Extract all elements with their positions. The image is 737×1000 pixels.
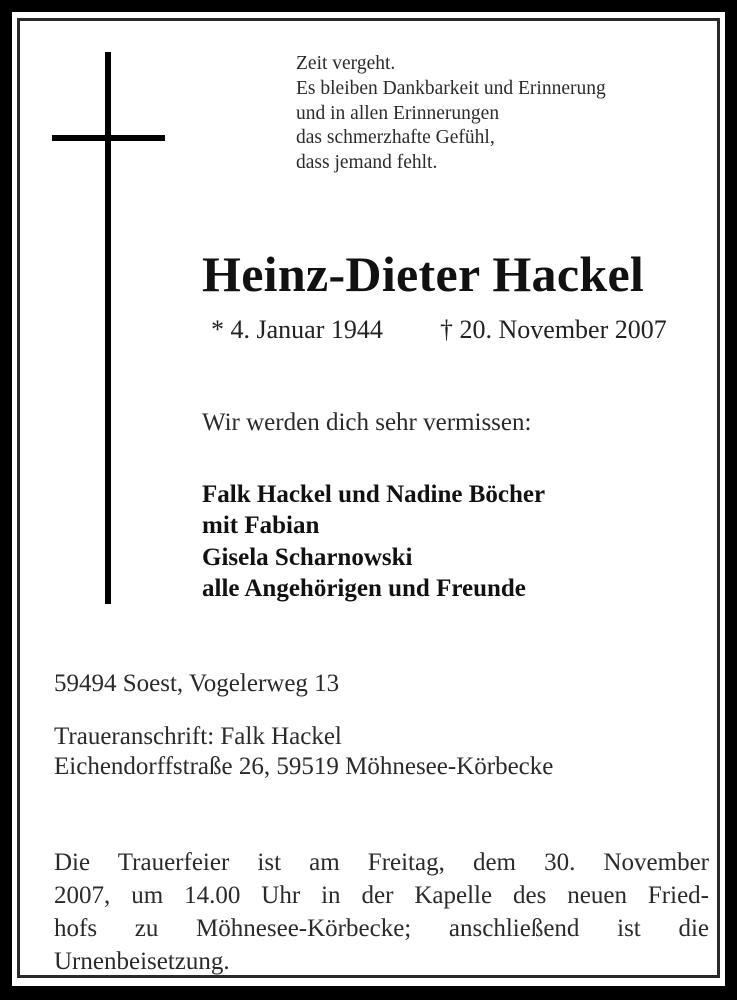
verse-line: Es bleiben Dankbarkeit und Erinnerung <box>296 77 606 99</box>
mourning-address-line: Eichendorffstraße 26, 59519 Möhnesee-Körbecke <box>54 753 554 780</box>
mourner-line: Falk Hackel und Nadine Böcher <box>202 481 546 508</box>
service-line: Urnenbeisetzung. <box>54 948 230 975</box>
service-line: 2007, um 14.00 Uhr in der Kapelle des neuen Fried- <box>54 882 709 909</box>
verse-line: das schmerzhafte Gefühl, <box>296 127 495 149</box>
service-line: Die Trauerfeier ist am Freitag, dem 30. November <box>54 849 709 876</box>
mourners-list <box>202 479 545 604</box>
funeral-service-info <box>54 846 709 978</box>
mourning-address <box>54 722 553 782</box>
verse-line: und in allen Erinnerungen <box>296 102 500 124</box>
birth-date: * 4. Januar 1944 <box>211 315 383 344</box>
verse-line: Zeit vergeht. <box>296 53 396 74</box>
missed-statement: Wir werden dich sehr vermissen: <box>202 409 532 436</box>
cross-horizontal-bar <box>52 135 165 141</box>
mourner-line: alle Angehörigen und Freunde <box>202 574 526 602</box>
residence-address: 59494 Soest, Vogelerweg 13 <box>54 670 340 697</box>
mourning-address-line: Traueranschrift: Falk Hackel <box>54 723 342 750</box>
death-date: † 20. November 2007 <box>440 315 667 344</box>
service-line: hofs zu Möhnesee-Körbecke; anschließend ist die <box>54 915 709 942</box>
deceased-name: Heinz-Dieter Hackel <box>202 246 645 302</box>
verse-line: dass jemand fehlt. <box>296 152 438 174</box>
mourner-line: mit Fabian <box>202 512 320 540</box>
memorial-verse <box>296 52 606 176</box>
mourner-line: Gisela Scharnowski <box>202 543 413 571</box>
obituary-notice <box>12 12 725 986</box>
